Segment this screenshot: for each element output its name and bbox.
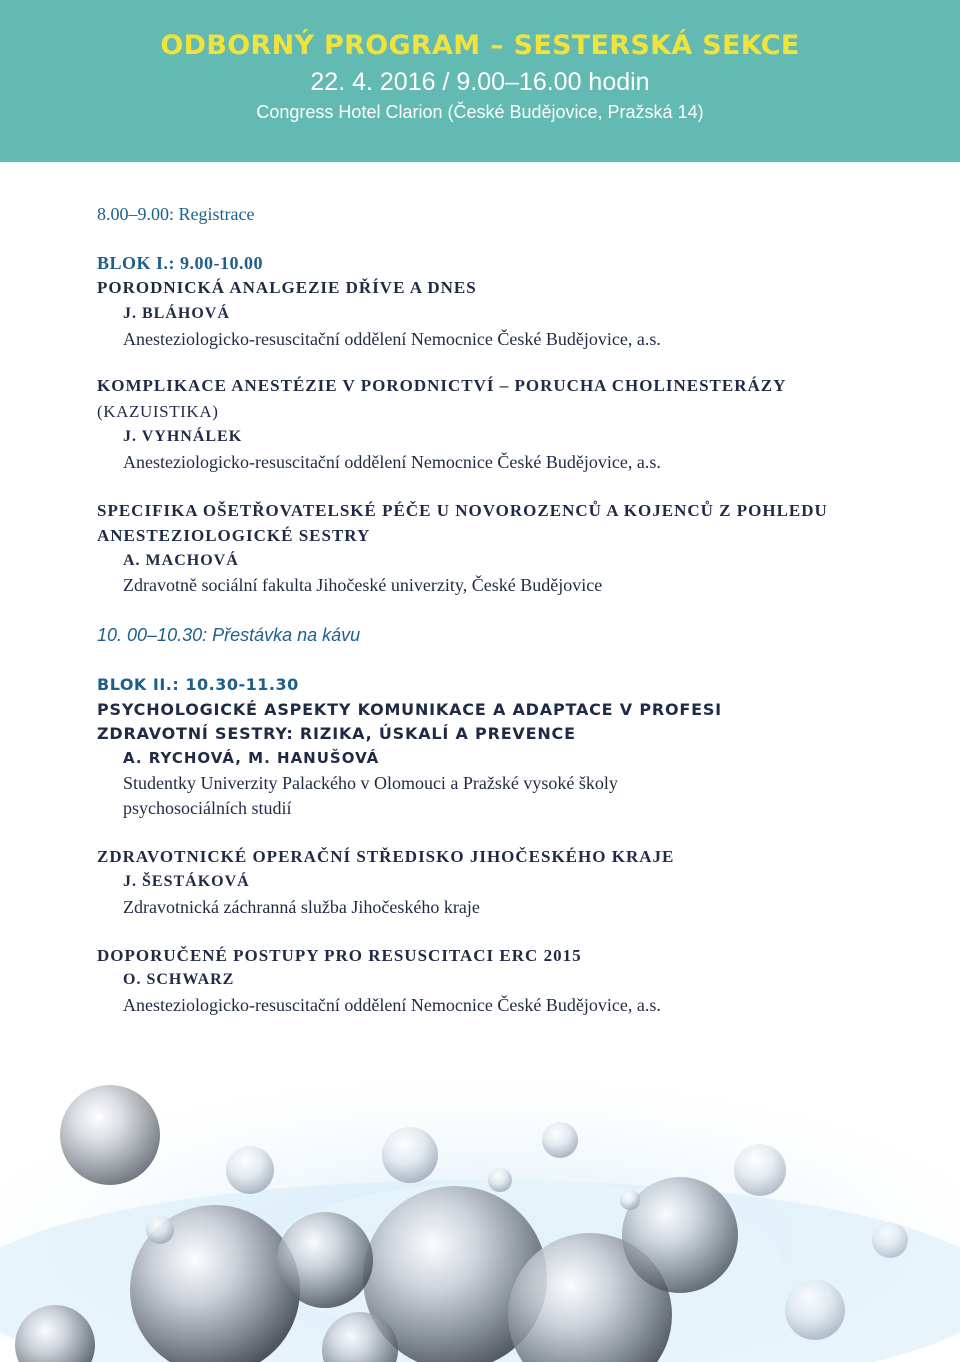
talk-title: SPECIFIKA OŠETŘOVATELSKÉ PÉČE U NOVOROZENCŮ A KOJENCŮ Z POHLEDU — [97, 501, 828, 520]
speaker-affiliation: Zdravotně sociální fakulta Jihočeské univerzity, České Budějovice — [123, 575, 603, 595]
talk-title: ANESTEZIOLOGICKÉ SESTRY — [97, 526, 371, 545]
speaker-affiliation: Anesteziologicko-resuscitační oddělení Nemocnice České Budějovice, a.s. — [123, 452, 661, 472]
bubbles-decoration — [0, 1060, 960, 1362]
block-1-label: BLOK I.: 9.00-10.00 — [97, 253, 264, 273]
program-title: ODBORNÝ PROGRAM – SESTERSKÁ SEKCE — [160, 30, 800, 61]
talk-title: PORODNICKÁ ANALGEZIE DŘÍVE A DNES — [97, 278, 477, 297]
speaker-name: J. BLÁHOVÁ — [123, 305, 230, 322]
program-header — [0, 0, 960, 162]
block-2-label: BLOK II.: 10.30-11.30 — [97, 675, 299, 694]
talk-title-note: (KAZUISTIKA) — [97, 402, 219, 421]
program-date: 22. 4. 2016 / 9.00–16.00 hodin — [310, 68, 650, 96]
speaker-affiliation: Zdravotnická záchranná služba Jihočeského kraje — [123, 897, 480, 917]
speaker-name: A. MACHOVÁ — [123, 552, 239, 569]
speaker-name: J. ŠESTÁKOVÁ — [123, 873, 250, 890]
speaker-name: J. VYHNÁLEK — [123, 428, 243, 445]
speaker-affiliation: Anesteziologicko-resuscitační oddělení Nemocnice České Budějovice, a.s. — [123, 995, 661, 1015]
coffee-break: 10. 00–10.30: Přestávka na kávu — [97, 625, 361, 645]
speaker-name: A. RYCHOVÁ, M. HANUŠOVÁ — [123, 749, 380, 767]
talk-title: KOMPLIKACE ANESTÉZIE V PORODNICTVÍ – PORUCHA CHOLINESTERÁZY — [97, 376, 787, 395]
speaker-affiliation: Studentky Univerzity Palackého v Olomouci a Pražské vysoké školy — [123, 773, 618, 793]
talk-title: ZDRAVOTNICKÉ OPERAČNÍ STŘEDISKO JIHOČESKÉHO KRAJE — [97, 847, 675, 866]
talk-title: ZDRAVOTNÍ SESTRY: RIZIKA, ÚSKALÍ A PREVENCE — [97, 724, 576, 743]
registration-time: 8.00–9.00: Registrace — [97, 204, 255, 224]
speaker-name: O. SCHWARZ — [123, 971, 235, 988]
bubbles-illustration — [0, 1060, 960, 1362]
talk-title: PSYCHOLOGICKÉ ASPEKTY KOMUNIKACE A ADAPTACE V PROFESI — [97, 700, 722, 719]
speaker-affiliation: Anesteziologicko-resuscitační oddělení Nemocnice České Budějovice, a.s. — [123, 329, 661, 349]
program-venue: Congress Hotel Clarion (České Budějovice, Pražská 14) — [256, 102, 704, 122]
talk-title: DOPORUČENÉ POSTUPY PRO RESUSCITACI ERC 2015 — [97, 946, 582, 965]
speaker-affiliation: psychosociálních studií — [123, 798, 292, 818]
